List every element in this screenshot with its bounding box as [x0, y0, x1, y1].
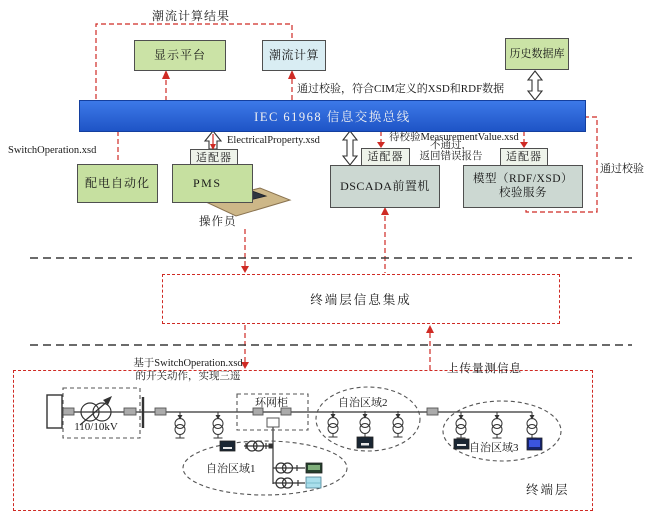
distribution-automation-box [77, 164, 158, 203]
pass-label: 通过校验 [600, 163, 644, 175]
switch-operation-xsd-label: SwitchOperation.xsd [8, 145, 97, 156]
flow-result-arrowheads [162, 70, 296, 79]
ring-cabinet-label: 环网柜 [255, 397, 288, 409]
upload-label: 上传量测信息 [447, 363, 522, 375]
dscada-adapter-box [361, 148, 410, 166]
distribution-automation-label: 配电自动化 [84, 175, 150, 190]
iec61968-bus [79, 100, 586, 132]
integration-box [162, 274, 560, 324]
fail-line1: 不通过， [430, 140, 472, 151]
power-flow-calc-label: 潮流计算 [268, 47, 319, 62]
switch-action-line2: 的开关动作，实现三遥 [135, 370, 241, 382]
adapter-label: 适配器 [367, 150, 404, 163]
switch-action-note [118, 358, 258, 383]
zone2-label: 自治区域2 [338, 397, 388, 409]
pms-label: PMS [193, 175, 222, 190]
bus-label: IEC 61968 信息交换总线 [254, 110, 411, 124]
power-flow-calc-box [262, 40, 326, 71]
model-service-line2: 校验服务 [499, 186, 547, 199]
terminal-layer-label: 终端层 [526, 483, 570, 497]
operator-label: 操作员 [199, 216, 237, 228]
history-db-label: 历史数据库 [509, 47, 565, 60]
adapter-label: 适配器 [506, 150, 542, 163]
fail-line2: 返回错误报告 [419, 151, 483, 162]
flow-result-label: 潮流计算结果 [152, 9, 231, 23]
pms-box [172, 164, 253, 203]
dscada-label: DSCADA前置机 [340, 178, 430, 193]
electrical-property-xsd-label: ElectricalProperty.xsd [227, 135, 320, 146]
switch-action-line1: 基于SwitchOperation.xsd [133, 358, 243, 369]
history-db-box [505, 38, 569, 70]
display-platform-label: 显示平台 [153, 47, 206, 62]
measurement-pending-label: 待校验MeasurementValue.xsd [389, 132, 519, 143]
model-service-line1: 模型（RDF/XSD） [472, 173, 574, 186]
validation-note: 通过校验，符合CIM定义的XSD和RDF数据 [297, 83, 505, 95]
zone1-label: 自治区域1 [206, 463, 256, 475]
voltage-label: 110/10kV [74, 421, 118, 433]
zone3-label: 自治区域3 [469, 442, 519, 454]
adapter-label: 适配器 [196, 151, 232, 164]
integration-label: 终端层信息集成 [310, 293, 412, 307]
dscada-double-arrow [343, 131, 357, 165]
dscada-box [330, 165, 440, 208]
model-service-box [463, 165, 583, 208]
history-db-double-arrow [528, 71, 542, 100]
model-adapter-box [500, 148, 548, 166]
fail-note [408, 140, 494, 162]
display-platform-box [134, 40, 226, 71]
